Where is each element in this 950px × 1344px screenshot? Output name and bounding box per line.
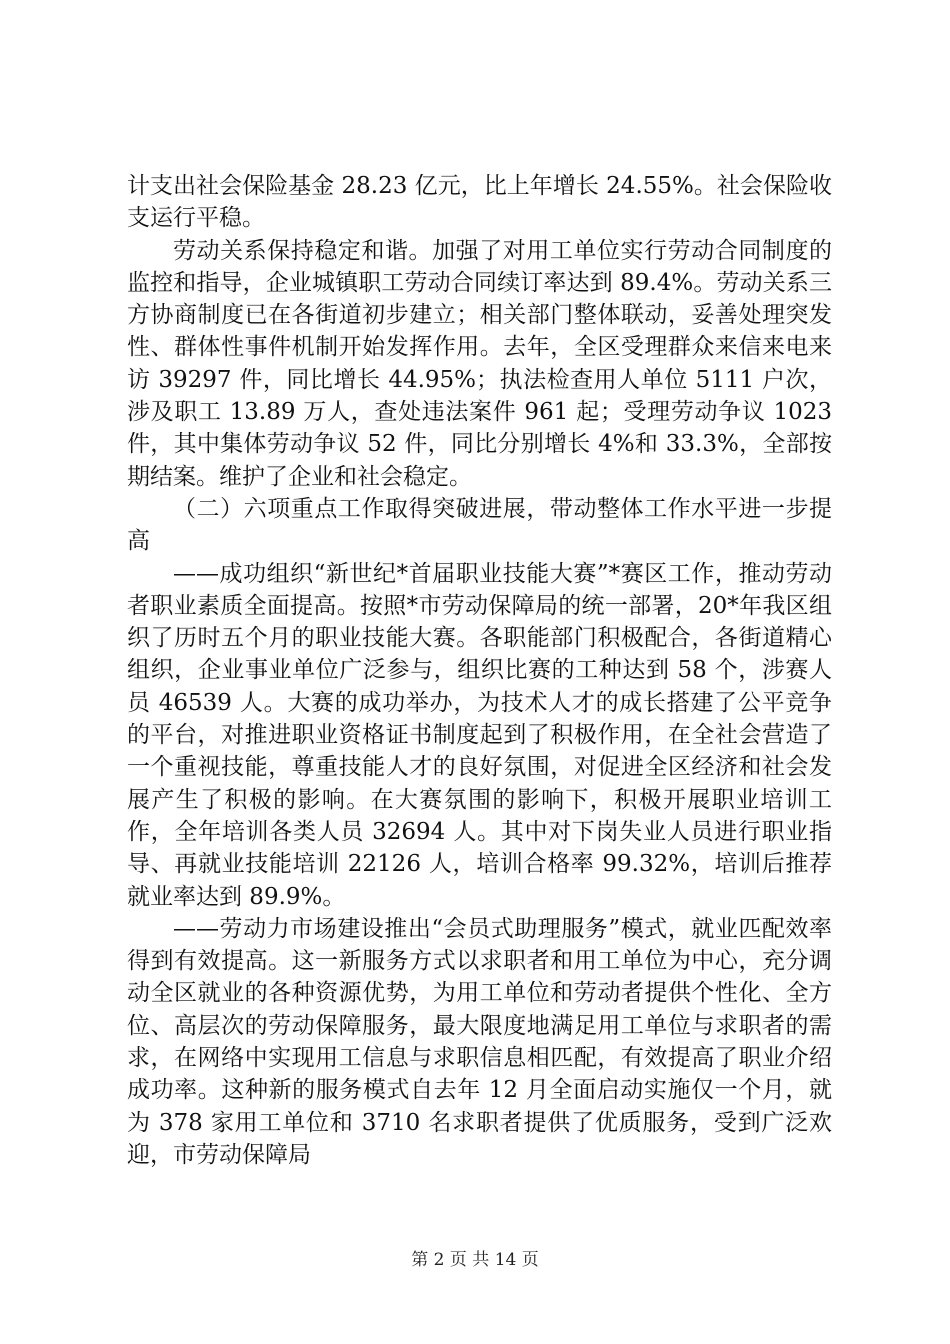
paragraph-labor-relations: 劳动关系保持稳定和谐。加强了对用工单位实行劳动合同制度的监控和指导，企业城镇职工劳动合同续订率达到 89.4%。劳动关系三方协商制度已在各街道初步建立；相关部门整体联动，妥善处理突发性、群体性事件机制开始发挥作用。去年，全区受理群众来信来电来访 39297 件，同比增长 44.95%；执法检查用人单位 5111 户次，涉及职工 13.89 万人，查处违法案件 961 起；受理劳动争议 1023 件，其中集体劳动争议 52 件，同比分别增长 4%和 33.3%，全部按期结案。维护了企业和社会稳定。 (127, 237, 832, 490)
section-heading-key-work: （二）六项重点工作取得突破进展，带动整体工作水平进一步提高 (127, 495, 832, 555)
paragraph-labor-market: ——劳动力市场建设推出“会员式助理服务”模式，就业匹配效率得到有效提高。这一新服务方式以求职者和用工单位为中心，充分调动全区就业的各种资源优势，为用工单位和劳动者提供个性化、全方位、高层次的劳动保障服务，最大限度地满足用工单位与求职者的需求，在网络中实现用工信息与求职信息相匹配，有效提高了职业介绍成功率。这种新的服务模式自去年 12 月全面启动实施仅一个月，就为 378 家用工单位和 3710 名求职者提供了优质服务，受到广泛欢迎，市劳动保障局 (127, 915, 832, 1168)
page-number-footer: 第 2 页 共 14 页 (411, 1250, 539, 1270)
paragraph-skills-competition: ——成功组织“新世纪*首届职业技能大赛”*赛区工作，推动劳动者职业素质全面提高。按照*市劳动保障局的统一部署，20*年我区组织了历时五个月的职业技能大赛。各职能部门积极配合，各街道精心组织，企业事业单位广泛参与，组织比赛的工种达到 58 个，涉赛人员 46539 人。大赛的成功举办，为技术人才的成长搭建了公平竞争的平台，对推进职业资格证书制度起到了积极作用，在全社会营造了一个重视技能，尊重技能人才的良好氛围，对促进全区经济和社会发展产生了积极的影响。在大赛氛围的影响下，积极开展职业培训工作，全年培训各类人员 32694 人。其中对下岗失业人员进行职业指导、再就业技能培训 22126 人，培训合格率 99.32%，培训后推荐就业率达到 89.9%。 (127, 560, 832, 910)
document-body (127, 170, 832, 1171)
paragraph-social-insurance: 计支出社会保险基金 28.23 亿元，比上年增长 24.55%。社会保险收支运行平稳。 (127, 173, 832, 232)
